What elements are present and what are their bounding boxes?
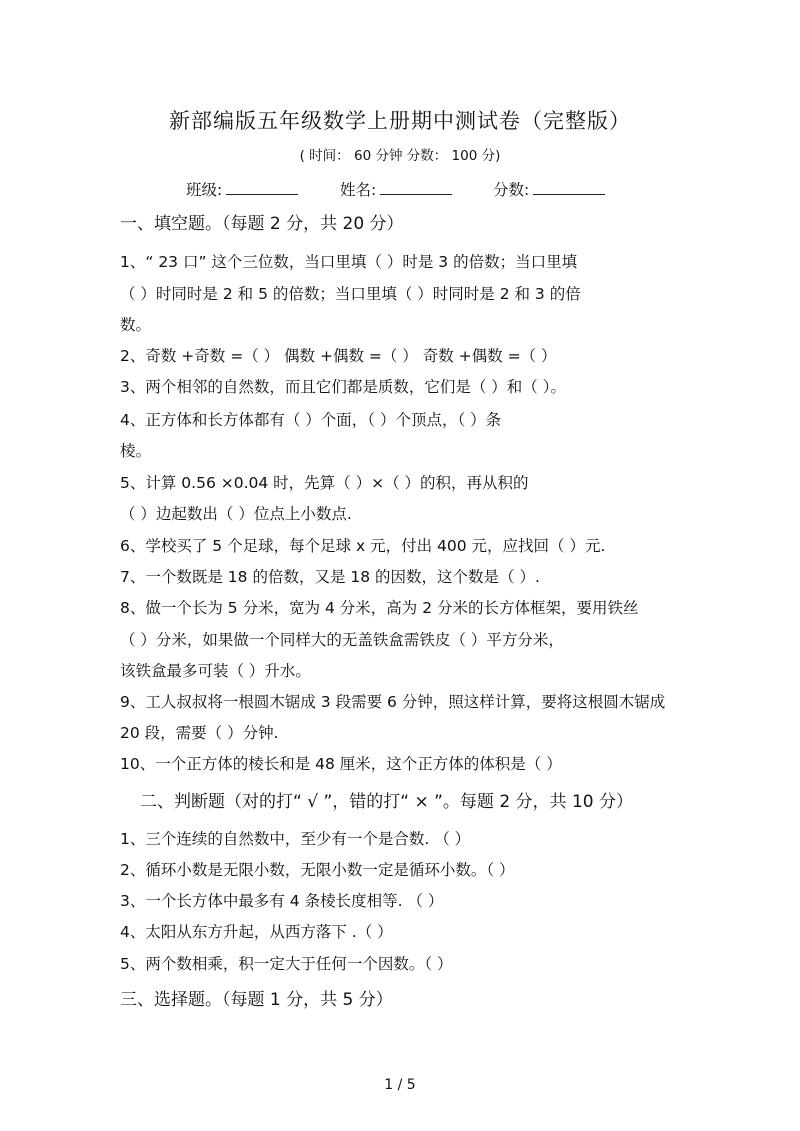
question-line: 3、两个相邻的自然数，而且它们都是质数，它们是（ ）和（ ）。 — [120, 378, 566, 396]
question-line: 该铁盒最多可装（ ）升水。 — [120, 662, 311, 680]
name-label: 姓名: — [340, 181, 377, 199]
page-number: 1 / 5 — [384, 1077, 416, 1093]
exam-subtitle: ( 时间： 60 分钟 分数： 100 分) — [299, 148, 501, 164]
question-line: （ ）边起数出（ ）位点上小数点. — [120, 505, 352, 523]
class-label: 班级: — [186, 181, 223, 199]
question-line: 数。 — [120, 316, 152, 334]
question-line: 9、工人叔叔将一根圆木锯成 3 段需要 6 分钟，照这样计算，要将这根圆木锯成 — [120, 693, 666, 711]
question-line: 20 段，需要（ ）分钟. — [120, 724, 279, 742]
judge-line: 1、三个连续的自然数中，至少有一个是合数. （ ） — [120, 830, 471, 848]
question-line: 2、奇数 +奇数 =（ ） 偶数 +偶数 =（ ） 奇数 +偶数 =（ ） — [120, 347, 557, 365]
class-field — [186, 180, 298, 200]
score-label: 分数: — [493, 181, 530, 199]
question-line: （ ）时同时是 2 和 5 的倍数；当口里填（ ）时同时是 2 和 3 的倍 — [120, 285, 581, 303]
question-line: 10、一个正方体的棱长和是 48 厘米，这个正方体的体积是（ ） — [120, 755, 562, 773]
question-line: 6、学校买了 5 个足球，每个足球 x 元，付出 400 元，应找回（ ）元. — [120, 537, 606, 555]
name-blank[interactable] — [380, 180, 452, 195]
class-blank[interactable] — [226, 180, 298, 195]
question-line: 4、正方体和长方体都有（ ）个面，（ ）个顶点，（ ）条 — [120, 411, 502, 429]
judge-line: 2、循环小数是无限小数，无限小数一定是循环小数。（ ） — [120, 861, 515, 879]
section2-heading: 二、判断题（对的打“ √ ”，错的打“ × ”。每题 2 分，共 10 分） — [140, 792, 633, 812]
score-blank[interactable] — [533, 180, 605, 195]
question-line: 1、“ 23 口” 这个三位数，当口里填（ ）时是 3 的倍数；当口里填 — [120, 253, 578, 271]
judge-line: 5、两个数相乘，积一定大于任何一个因数。（ ） — [120, 955, 453, 973]
question-line: 7、一个数既是 18 的倍数，又是 18 的因数，这个数是（ ）. — [120, 568, 540, 586]
question-line: （ ）分米，如果做一个同样大的无盖铁盒需铁皮（ ）平方分米， — [120, 631, 564, 649]
name-field — [340, 180, 452, 200]
section3-heading: 三、选择题。（每题 1 分，共 5 分） — [120, 990, 393, 1010]
question-line: 棱。 — [120, 442, 152, 460]
question-line: 8、做一个长为 5 分米，宽为 4 分米，高为 2 分米的长方体框架，要用铁丝 — [120, 599, 639, 617]
question-line: 5、计算 0.56 ×0.04 时，先算（ ）×（ ）的积，再从积的 — [120, 474, 529, 492]
section1-heading: 一、填空题。（每题 2 分，共 20 分） — [120, 214, 404, 234]
judge-line: 3、一个长方体中最多有 4 条棱长度相等. （ ） — [120, 892, 444, 910]
page-title: 新部编版五年级数学上册期中测试卷（完整版） — [169, 109, 631, 133]
judge-line: 4、太阳从东方升起，从西方落下 .（ ） — [120, 923, 393, 941]
score-field — [493, 180, 605, 200]
